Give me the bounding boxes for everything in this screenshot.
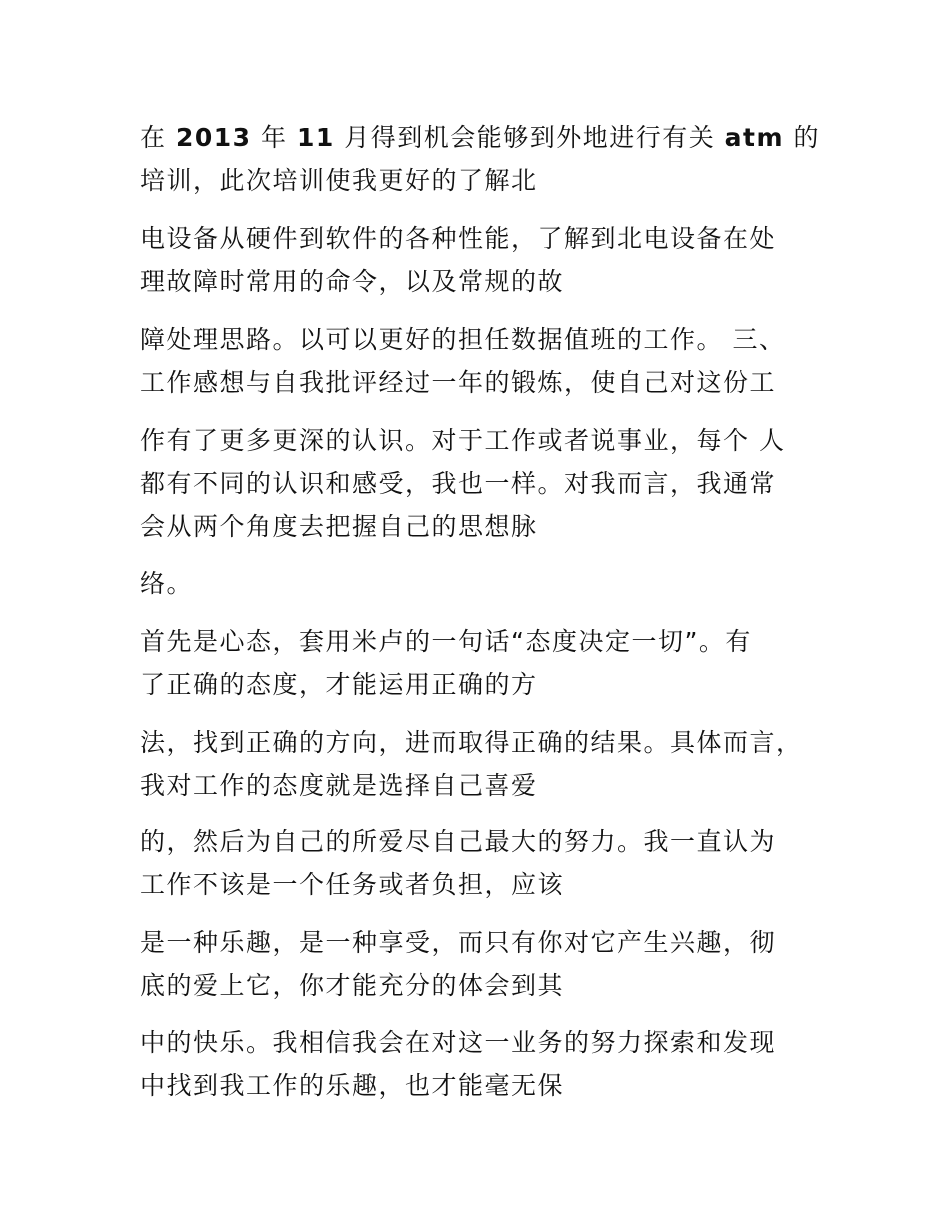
text-line: 中找到我工作的乐趣，也才能毫无保 [140, 1071, 565, 1100]
text-line: 中的快乐。我相信我会在对这一业务的努力探索和发现 [140, 1028, 777, 1057]
text-line: 都有不同的认识和感受，我也一样。对我而言，我通常 [140, 469, 777, 498]
paragraph-8 [140, 820, 820, 906]
text-line: 我对工作的态度就是选择自己喜爱 [140, 771, 538, 800]
text-run: 月得到机会能够到外地进行有关 [334, 123, 725, 152]
text-line: 电设备从硬件到软件的各种性能，了解到北电设备在处 [140, 224, 777, 253]
atm-term: atm [724, 123, 785, 152]
paragraph-2 [140, 217, 820, 303]
paragraph-7 [140, 721, 820, 807]
text-run: 年 [251, 123, 297, 152]
text-line: 络。 [140, 569, 194, 598]
text-line: 作有了更多更深的认识。对于工作或者说事业，每个 人 [140, 426, 786, 455]
text-line: 了正确的态度，才能运用正确的方 [140, 670, 538, 699]
text-line: 的，然后为自己的所爱尽自己最大的努力。我一直认为 [140, 827, 777, 856]
month-number: 11 [296, 123, 335, 152]
text-line [140, 116, 820, 159]
year-number: 2013 [175, 123, 252, 152]
text-run: 在 [140, 123, 176, 152]
paragraph-3 [140, 318, 820, 404]
text-line: 是一种乐趣，是一种享受，而只有你对它产生兴趣，彻 [140, 928, 777, 957]
text-line: 障处理思路。以可以更好的担任数据值班的工作。 三、 [140, 325, 786, 354]
text-line: 理故障时常用的命令，以及常规的故 [140, 267, 565, 296]
text-line: 工作不该是一个任务或者负担，应该 [140, 870, 565, 899]
text-line: 培训，此次培训使我更好的了解北 [140, 166, 538, 195]
paragraph-10 [140, 1021, 820, 1107]
text-line: 底的爱上它，你才能充分的体会到其 [140, 971, 565, 1000]
text-line: 工作感想与自我批评经过一年的锻炼，使自己对这份工 [140, 368, 777, 397]
text-line: 法，找到正确的方向，进而取得正确的结果。具体而言， [140, 728, 803, 757]
text-line: 首先是心态，套用米卢的一句话“态度决定一切”。有 [140, 627, 752, 656]
paragraph-9 [140, 921, 820, 1007]
paragraph-6 [140, 620, 820, 706]
paragraph-5 [140, 562, 820, 605]
text-line: 会从两个角度去把握自己的思想脉 [140, 512, 538, 541]
paragraph-4 [140, 419, 820, 548]
paragraph-1 [140, 116, 820, 202]
text-run: 的 [784, 123, 820, 152]
